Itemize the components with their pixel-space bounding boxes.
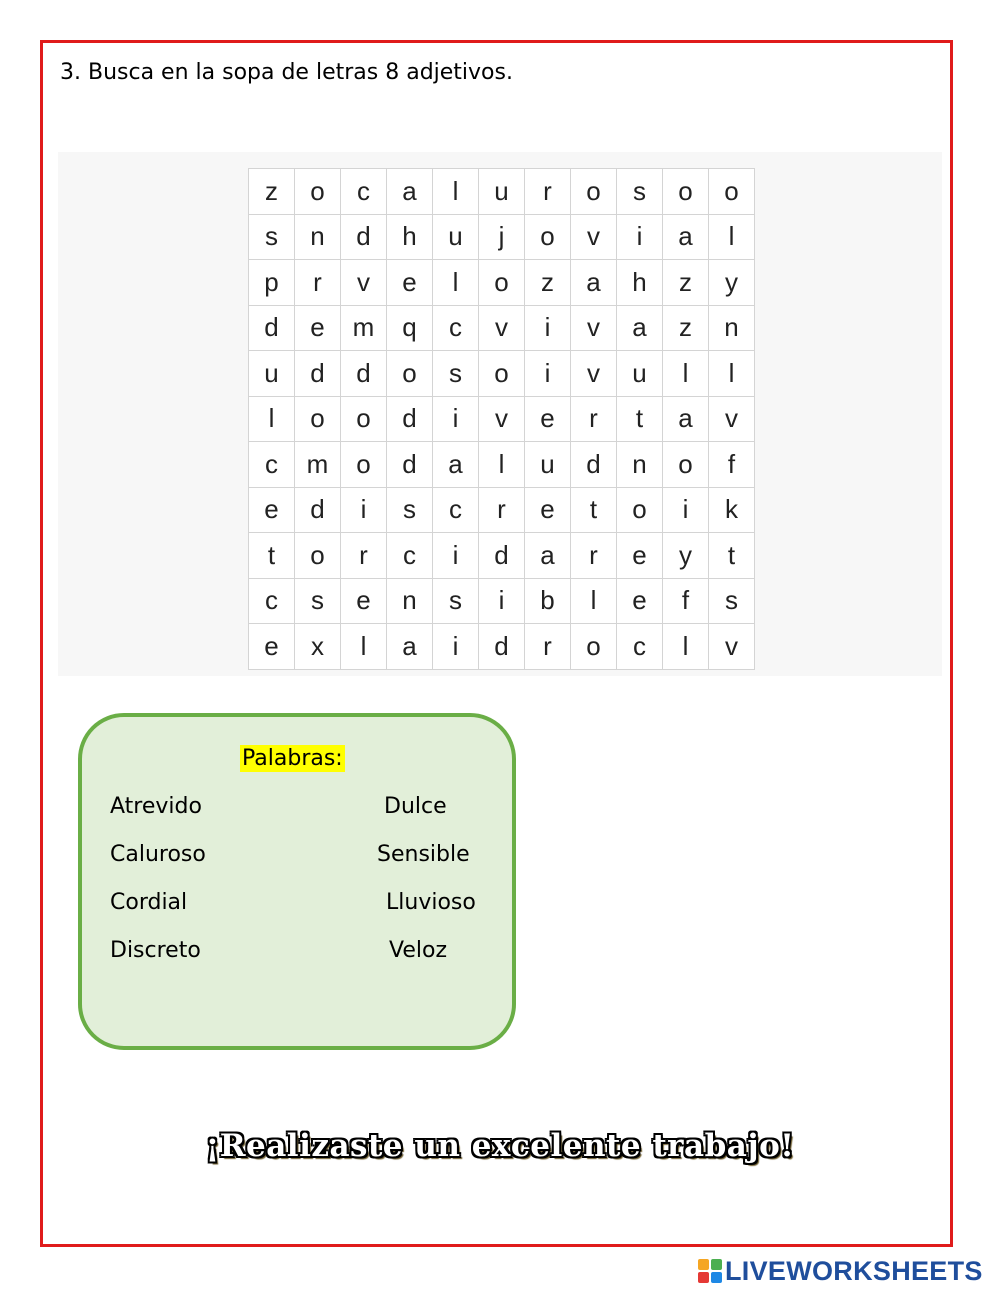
grid-letter[interactable]: a — [571, 260, 617, 306]
grid-row — [249, 624, 755, 670]
grid-row — [249, 578, 755, 624]
grid-letter[interactable]: e — [525, 487, 571, 533]
grid-letter[interactable]: l — [663, 351, 709, 397]
grid-letter[interactable]: e — [249, 487, 295, 533]
grid-row — [249, 169, 755, 215]
grid-letter[interactable]: i — [433, 624, 479, 670]
grid-letter[interactable]: r — [571, 396, 617, 442]
grid-letter[interactable]: a — [663, 396, 709, 442]
grid-letter[interactable]: s — [433, 578, 479, 624]
brand-name: LIVEWORKSHEETS — [725, 1255, 983, 1286]
grid-row — [249, 396, 755, 442]
grid-letter[interactable]: o — [663, 169, 709, 215]
grid-letter[interactable]: h — [617, 260, 663, 306]
grid-letter[interactable]: z — [663, 305, 709, 351]
grid-letter[interactable]: z — [525, 260, 571, 306]
grid-letter[interactable]: u — [617, 351, 663, 397]
grid-letter[interactable]: i — [663, 487, 709, 533]
grid-letter[interactable]: i — [433, 533, 479, 579]
grid-row — [249, 533, 755, 579]
grid-letter[interactable]: j — [479, 214, 525, 260]
grid-letter[interactable]: v — [571, 214, 617, 260]
grid-letter[interactable]: k — [709, 487, 755, 533]
grid-letter[interactable]: d — [387, 442, 433, 488]
grid-letter[interactable]: d — [387, 396, 433, 442]
grid-letter[interactable]: s — [249, 214, 295, 260]
instruction-text: 3. Busca en la sopa de letras 8 adjetivos. — [60, 60, 513, 85]
word-item: Atrevido — [110, 794, 202, 819]
grid-letter[interactable]: v — [479, 396, 525, 442]
grid-letter[interactable]: i — [525, 305, 571, 351]
grid-letter[interactable]: o — [571, 169, 617, 215]
grid-letter[interactable]: c — [249, 578, 295, 624]
grid-row — [249, 487, 755, 533]
grid-letter[interactable]: e — [341, 578, 387, 624]
grid-letter[interactable]: l — [249, 396, 295, 442]
liveworksheets-logo-icon — [698, 1259, 722, 1283]
grid-letter[interactable]: r — [571, 533, 617, 579]
grid-letter[interactable]: s — [433, 351, 479, 397]
grid-letter[interactable]: d — [571, 442, 617, 488]
congratulation-message: ¡Realizaste un excelente trabajo! — [205, 1128, 795, 1164]
grid-letter[interactable]: n — [709, 305, 755, 351]
grid-letter[interactable]: e — [387, 260, 433, 306]
grid-letter[interactable]: x — [295, 624, 341, 670]
grid-letter[interactable]: i — [617, 214, 663, 260]
grid-row — [249, 214, 755, 260]
grid-letter[interactable]: l — [663, 624, 709, 670]
grid-letter[interactable]: r — [479, 487, 525, 533]
grid-letter[interactable]: a — [525, 533, 571, 579]
grid-letter[interactable]: t — [571, 487, 617, 533]
grid-letter[interactable]: e — [295, 305, 341, 351]
grid-letter[interactable]: o — [341, 396, 387, 442]
grid-letter[interactable]: c — [433, 487, 479, 533]
grid-letter[interactable]: o — [525, 214, 571, 260]
grid-letter[interactable]: d — [479, 624, 525, 670]
grid-letter[interactable]: r — [341, 533, 387, 579]
grid-letter[interactable]: q — [387, 305, 433, 351]
grid-letter[interactable]: i — [525, 351, 571, 397]
grid-letter[interactable]: s — [617, 169, 663, 215]
grid-letter[interactable]: l — [433, 169, 479, 215]
grid-letter[interactable]: a — [387, 624, 433, 670]
grid-letter[interactable]: s — [387, 487, 433, 533]
grid-letter[interactable]: u — [479, 169, 525, 215]
grid-letter[interactable]: n — [617, 442, 663, 488]
grid-letter[interactable]: n — [295, 214, 341, 260]
grid-letter[interactable]: p — [249, 260, 295, 306]
grid-letter[interactable]: h — [387, 214, 433, 260]
grid-letter[interactable]: i — [479, 578, 525, 624]
grid-letter[interactable]: d — [479, 533, 525, 579]
grid-letter[interactable]: c — [341, 169, 387, 215]
grid-letter[interactable]: m — [295, 442, 341, 488]
grid-letter[interactable]: o — [663, 442, 709, 488]
grid-letter[interactable]: c — [249, 442, 295, 488]
grid-letter[interactable]: z — [249, 169, 295, 215]
grid-letter[interactable]: n — [387, 578, 433, 624]
grid-letter[interactable]: d — [341, 351, 387, 397]
grid-letter[interactable]: f — [709, 442, 755, 488]
word-item: Discreto — [110, 938, 201, 963]
grid-letter[interactable]: v — [709, 624, 755, 670]
grid-letter[interactable]: e — [617, 578, 663, 624]
grid-letter[interactable]: u — [433, 214, 479, 260]
grid-letter[interactable]: r — [295, 260, 341, 306]
grid-letter[interactable]: l — [479, 442, 525, 488]
grid-letter[interactable]: o — [295, 396, 341, 442]
grid-letter[interactable]: o — [387, 351, 433, 397]
grid-letter[interactable]: l — [341, 624, 387, 670]
grid-letter[interactable]: v — [479, 305, 525, 351]
grid-letter[interactable]: o — [571, 624, 617, 670]
word-search-grid — [248, 168, 755, 670]
grid-letter[interactable]: b — [525, 578, 571, 624]
grid-letter[interactable]: c — [617, 624, 663, 670]
grid-letter[interactable]: a — [387, 169, 433, 215]
grid-letter[interactable]: t — [709, 533, 755, 579]
grid-letter[interactable]: d — [249, 305, 295, 351]
grid-letter[interactable]: l — [709, 214, 755, 260]
grid-letter[interactable]: i — [341, 487, 387, 533]
grid-letter[interactable]: s — [709, 578, 755, 624]
word-item: Veloz — [389, 938, 447, 963]
grid-letter[interactable]: c — [387, 533, 433, 579]
grid-letter[interactable]: o — [479, 260, 525, 306]
grid-letter[interactable]: l — [433, 260, 479, 306]
word-item: Dulce — [384, 794, 447, 819]
word-item: Cordial — [110, 890, 188, 915]
grid-letter[interactable]: y — [709, 260, 755, 306]
grid-letter[interactable]: v — [571, 351, 617, 397]
grid-letter[interactable]: a — [617, 305, 663, 351]
grid-letter[interactable]: v — [709, 396, 755, 442]
grid-letter[interactable]: o — [479, 351, 525, 397]
grid-letter[interactable]: o — [341, 442, 387, 488]
grid-letter[interactable]: f — [663, 578, 709, 624]
brand-logo-link[interactable] — [698, 1256, 983, 1286]
grid-letter[interactable]: l — [709, 351, 755, 397]
grid-letter[interactable]: u — [525, 442, 571, 488]
grid-letter[interactable]: d — [295, 487, 341, 533]
grid-letter[interactable]: e — [617, 533, 663, 579]
grid-letter[interactable]: l — [571, 578, 617, 624]
grid-letter[interactable]: o — [709, 169, 755, 215]
grid-row — [249, 442, 755, 488]
grid-letter[interactable]: a — [663, 214, 709, 260]
grid-letter[interactable]: m — [341, 305, 387, 351]
grid-letter[interactable]: r — [525, 169, 571, 215]
grid-letter[interactable]: o — [295, 533, 341, 579]
grid-letter[interactable]: c — [433, 305, 479, 351]
grid-letter[interactable]: e — [249, 624, 295, 670]
grid-letter[interactable]: s — [295, 578, 341, 624]
grid-letter[interactable]: o — [617, 487, 663, 533]
grid-letter[interactable]: y — [663, 533, 709, 579]
grid-letter[interactable]: v — [341, 260, 387, 306]
grid-letter[interactable]: v — [571, 305, 617, 351]
grid-letter[interactable]: r — [525, 624, 571, 670]
word-list-title: Palabras: — [242, 746, 343, 771]
grid-letter[interactable]: e — [525, 396, 571, 442]
grid-row — [249, 305, 755, 351]
grid-letter[interactable]: a — [433, 442, 479, 488]
word-item: Sensible — [377, 842, 470, 867]
grid-letter[interactable]: d — [295, 351, 341, 397]
grid-row — [249, 351, 755, 397]
grid-letter[interactable]: o — [295, 169, 341, 215]
grid-row — [249, 260, 755, 306]
grid-letter[interactable]: u — [249, 351, 295, 397]
grid-letter[interactable]: z — [663, 260, 709, 306]
grid-letter[interactable]: d — [341, 214, 387, 260]
grid-letter[interactable]: t — [249, 533, 295, 579]
word-item: Caluroso — [110, 842, 206, 867]
grid-letter[interactable]: t — [617, 396, 663, 442]
grid-letter[interactable]: i — [433, 396, 479, 442]
word-item: Lluvioso — [386, 890, 476, 915]
